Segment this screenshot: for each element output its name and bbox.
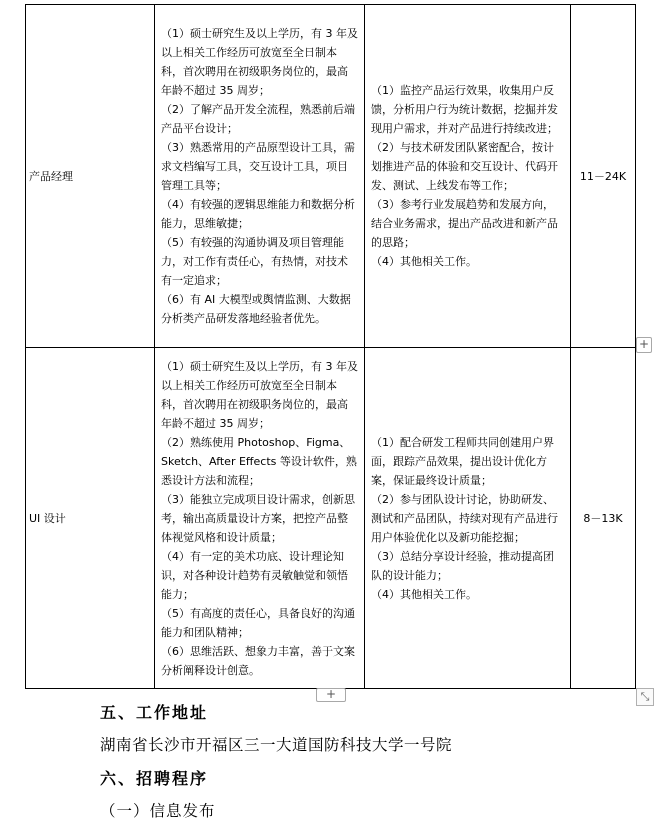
add-row-button[interactable]: + bbox=[316, 688, 346, 702]
duty-item: （3）参考行业发展趋势和发展方向，结合业务需求，提出产品改进和新产品的思路； bbox=[371, 198, 558, 249]
salary-cell[interactable] bbox=[571, 5, 636, 348]
requirement-item: （6）有 AI 大模型或舆情监测、大数据分析类产品研发落地经验者优先。 bbox=[161, 293, 351, 325]
requirement-item: （5）有高度的责任心，具备良好的沟通能力和团队精神； bbox=[161, 606, 355, 639]
position-title: 产品经理 bbox=[29, 169, 73, 183]
positions-table bbox=[25, 4, 636, 689]
requirement-item: （4）有较强的逻辑思维能力和数据分析能力，思维敏捷； bbox=[161, 198, 355, 230]
duties-cell[interactable] bbox=[365, 348, 571, 689]
work-address-heading: 五、工作地址 bbox=[100, 703, 209, 722]
requirement-item: （2）熟练使用 Photoshop、Figma、Sketch、After Effects 等设计软件，熟悉设计方法和流程； bbox=[161, 435, 357, 487]
requirement-item: （3）能独立完成项目设计需求，创新思考，输出高质量设计方案，把控产品整体视觉风格和设计质量； bbox=[161, 492, 355, 544]
work-address-text: 湖南省长沙市开福区三一大道国防科技大学一号院 bbox=[100, 736, 453, 754]
requirement-item: （4）有一定的美术功底、设计理论知识，对各种设计趋势有灵敏触觉和领悟能力； bbox=[161, 549, 348, 601]
requirement-item: （1）硕士研究生及以上学历，有 3 年及以上相关工作经历可放宽至全日制本科，首次聘用在初级职务岗位的，最高年龄不超过 35 周岁； bbox=[161, 359, 358, 430]
salary-cell[interactable] bbox=[571, 348, 636, 689]
salary-value: 8－13K bbox=[583, 511, 623, 525]
duty-item: （2）与技术研发团队紧密配合，按计划推进产品的体验和交互设计、代码开发、测试、上线发布等工作； bbox=[371, 141, 558, 192]
position-title-cell[interactable] bbox=[26, 5, 155, 348]
position-title-cell[interactable] bbox=[26, 348, 155, 689]
requirement-item: （3）熟悉常用的产品原型设计工具，需求文档编写工具，交互设计工具，项目管理工具等； bbox=[161, 141, 355, 192]
table-row bbox=[26, 5, 636, 348]
requirement-item: （5）有较强的沟通协调及项目管理能力，对工作有责任心，有热情，对技术有一定追求； bbox=[161, 236, 348, 287]
duty-item: （1）监控产品运行效果，收集用户反馈，分析用户行为统计数据，挖掘并发现用户需求，并对产品进行持续改进； bbox=[371, 84, 558, 135]
add-column-button[interactable]: + bbox=[636, 337, 652, 353]
table-row bbox=[26, 348, 636, 689]
duties-cell[interactable] bbox=[365, 5, 571, 348]
info-release-subheading: （一）信息发布 bbox=[100, 802, 216, 820]
table-resize-handle[interactable]: ⤡ bbox=[636, 688, 654, 706]
position-title: UI 设计 bbox=[29, 511, 66, 525]
duty-item: （4）其他相关工作。 bbox=[371, 587, 477, 601]
requirement-item: （6）思维活跃、想象力丰富，善于文案分析阐释设计创意。 bbox=[161, 644, 355, 677]
requirement-item: （1）硕士研究生及以上学历，有 3 年及以上相关工作经历可放宽至全日制本科，首次聘用在初级职务岗位的，最高年龄不超过 35 周岁； bbox=[161, 27, 358, 97]
duty-item: （1）配合研发工程师共同创建用户界面，跟踪产品效果，提出设计优化方案，保证最终设计质量； bbox=[371, 435, 554, 487]
duty-item: （3）总结分享设计经验，推动提高团队的设计能力； bbox=[371, 549, 554, 582]
requirement-item: （2）了解产品开发全流程，熟悉前后端产品平台设计； bbox=[161, 103, 355, 135]
duty-item: （4）其他相关工作。 bbox=[371, 255, 477, 268]
duty-item: （2）参与团队设计讨论，协助研发、测试和产品团队，持续对现有产品进行用户体验优化以及新功能挖掘； bbox=[371, 492, 558, 544]
requirements-cell[interactable] bbox=[155, 5, 365, 348]
salary-value: 11－24K bbox=[579, 169, 627, 183]
requirements-cell[interactable] bbox=[155, 348, 365, 689]
recruit-procedure-heading: 六、招聘程序 bbox=[100, 769, 209, 788]
